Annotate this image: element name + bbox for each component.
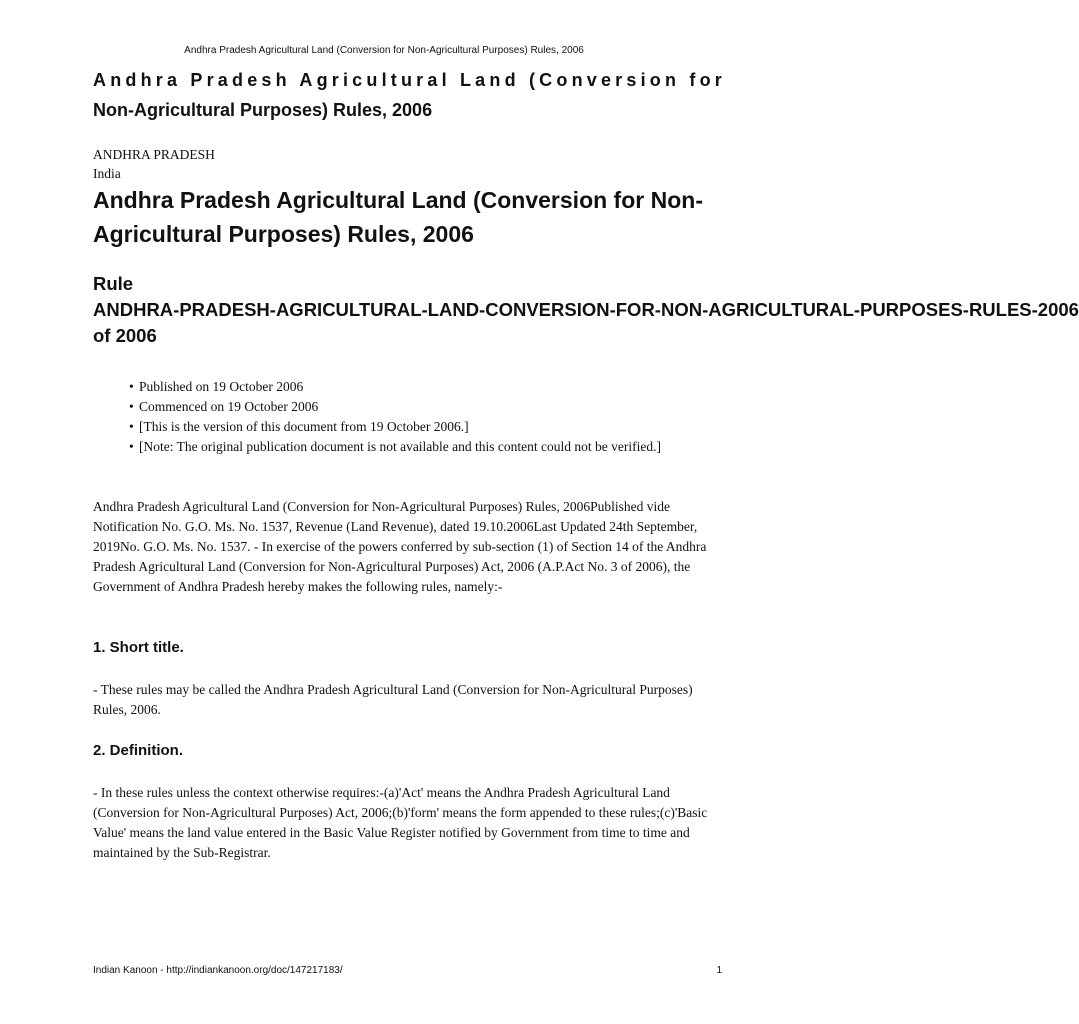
bullet-icon: • bbox=[129, 379, 134, 394]
list-item-text: Published on 19 October 2006 bbox=[139, 379, 304, 394]
rule-heading-line-3: of 2006 bbox=[93, 325, 157, 346]
jurisdiction-label: ANDHRA PRADESH bbox=[93, 147, 215, 162]
rule-heading bbox=[93, 271, 1079, 349]
metadata-list bbox=[129, 377, 699, 457]
rule-heading-line-2: ANDHRA-PRADESH-AGRICULTURAL-LAND-CONVERSION-FOR-NON-AGRICULTURAL-PURPOSES-RULES-2006 bbox=[93, 299, 1079, 320]
section-body-definition: - In these rules unless the context otherwise requires:-(a)'Act' means the Andhra Pradesh Agricultural Land (Conversion for Non-Agricultural Purposes) Act, 2006;(b)'form' means the form appended to these rules;(c)'Basic Value' means the land value entered in the Basic Value Register notified by Government from time to time and maintained by the Sub-Registrar. bbox=[93, 785, 708, 860]
section-heading-definition: 2. Definition. bbox=[93, 742, 183, 759]
section-body-short-title: - These rules may be called the Andhra Pradesh Agricultural Land (Conversion for Non-Agricultural Purposes) Rules, 2006. bbox=[93, 682, 693, 717]
running-header: Andhra Pradesh Agricultural Land (Conversion for Non-Agricultural Purposes) Rules, 2006 bbox=[184, 45, 584, 56]
list-item bbox=[129, 397, 699, 417]
list-item bbox=[129, 417, 699, 437]
document-title-line-1: Andhra Pradesh Agricultural Land (Conversion for bbox=[93, 70, 726, 90]
intro-paragraph: Andhra Pradesh Agricultural Land (Conversion for Non-Agricultural Purposes) Rules, 2006Published vide Notification No. G.O. Ms. No. 1537, Revenue (Land Revenue), dated 19.10.2006Last Updated 24th September, 2019No. G.O. Ms. No. 1537. - In exercise of the powers conferred by sub-section (1) of Section 14 of the Andhra Pradesh Agricultural Land (Conversion for Non-Agricultural Purposes) Act, 2006 (A.P.Act No. 3 of 2006), the Government of Andhra Pradesh hereby makes the following rules, namely:- bbox=[93, 499, 707, 594]
footer-source-link[interactable]: Indian Kanoon - http://indiankanoon.org/doc/147217183/ bbox=[93, 965, 343, 976]
country-label: India bbox=[93, 166, 121, 181]
document-title-line-2: Non-Agricultural Purposes) Rules, 2006 bbox=[93, 100, 433, 120]
list-item-text: [Note: The original publication document is not available and this content could not be verified.] bbox=[139, 439, 661, 454]
bullet-icon: • bbox=[129, 399, 134, 414]
page-number: 1 bbox=[716, 965, 722, 976]
section-heading-short-title: 1. Short title. bbox=[93, 639, 184, 656]
rule-heading-line-1: Rule bbox=[93, 273, 134, 294]
main-heading: Andhra Pradesh Agricultural Land (Conversion for Non-Agricultural Purposes) Rules, 2006 bbox=[93, 187, 703, 247]
bullet-icon: • bbox=[129, 439, 134, 454]
bullet-icon: • bbox=[129, 419, 134, 434]
list-item-text: [This is the version of this document from 19 October 2006.] bbox=[139, 419, 469, 434]
list-item bbox=[129, 377, 699, 397]
list-item-text: Commenced on 19 October 2006 bbox=[139, 399, 319, 414]
list-item bbox=[129, 437, 699, 457]
